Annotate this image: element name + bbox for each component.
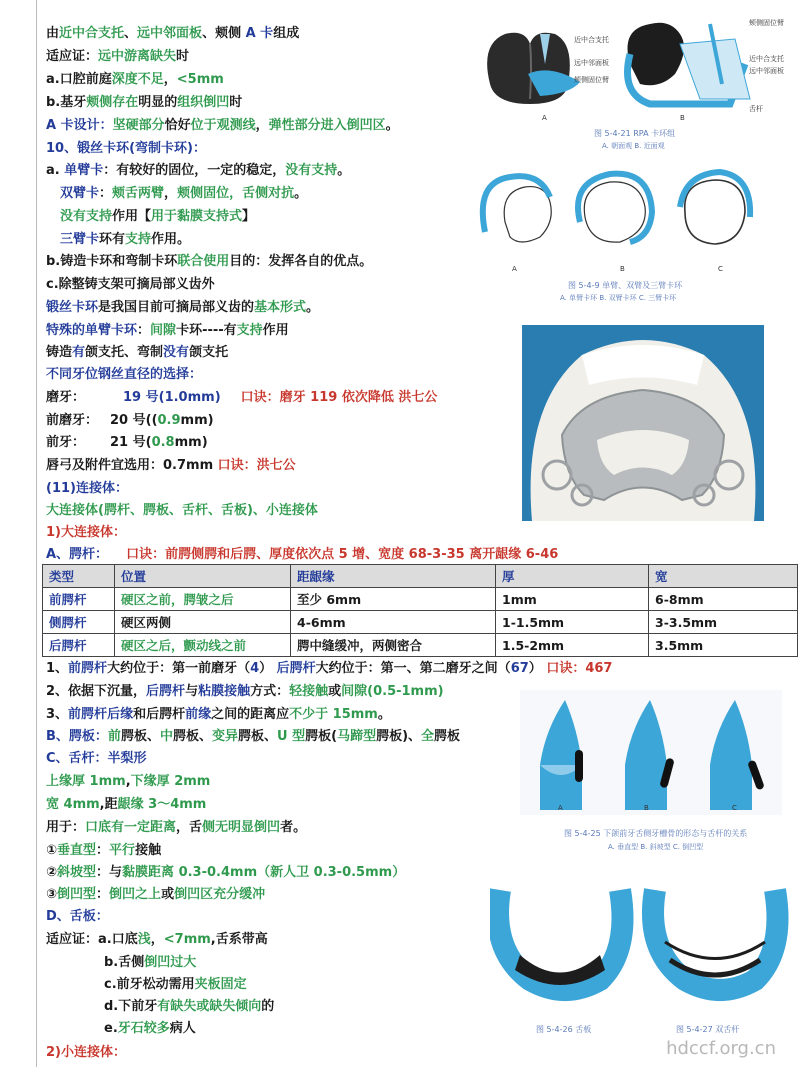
table-cell: 1.5-2mm [496,634,649,657]
text-line-38: b.舌侧倒凹过大 [104,955,197,970]
figure-caption: 图 5-4-26 舌板 [536,1025,592,1034]
text-line-30: 上缘厚 1mm,下缘厚 2mm [46,774,211,789]
figure-label: B [644,804,649,812]
table-cell: 硬区两侧 [115,611,291,634]
text-line-34: ②斜坡型：与黏膜距离 0.3-0.4mm（新人卫 0.3-0.5mm） [46,865,406,880]
text-line-32: 用于：口底有一定距离，舌侧无明显倒凹者。 [46,820,307,835]
table-cell: 硬区之后，颤动线之前 [115,634,291,657]
figure-wire-clasps [470,162,770,310]
table-header: 位置 [115,565,291,588]
figure-label: 近中合支托 [574,36,609,44]
figure-label: C [718,265,723,273]
figure-caption: 图 5-4-21 RPA 卡环组 [594,129,676,138]
table-header: 厚 [496,565,649,588]
text-line-41: e.牙石较多病人 [104,1021,196,1036]
table-cell: 后腭杆 [43,634,115,657]
text-line-39: c.前牙松动需用夹板固定 [104,977,247,992]
figure-rpa-clasp [470,4,800,162]
figure-label: 远中邻面板 [574,59,609,67]
figure-label: A [512,265,517,273]
text-line-20: 唇弓及附件宜选用：0.7mm 口诀：洪七公 [46,458,296,473]
figure-label: 舌杆 [749,105,763,113]
text-line-40: d.下前牙有缺失或缺失倾向的 [104,999,275,1014]
table-row [43,634,798,657]
figure-lingual-plate [490,880,790,1040]
text-line-27: 3、前腭杆后缘和后腭杆前缘之间的距离应不少于 15mm。 [46,707,391,722]
table-row [43,588,798,611]
text-line-24: A、腭杆： 口诀：前腭侧腭和后腭、厚度依次点 5 增、宽度 68-3-35 离开龈缘 6-46 [46,547,559,562]
text-line-15: 铸造有颌支托、弯制没有颌支托 [46,345,229,360]
figure-subcaption: A. 垂直型 B. 斜坡型 C. 倒凹型 [608,843,704,851]
figure-subcaption: A. 单臂卡环 B. 双臂卡环 C. 三臂卡环 [560,294,677,302]
figure-label: A [558,804,563,812]
palatal-bar-table [42,564,798,657]
page-left-border [36,0,37,1067]
figure-label: C [732,804,737,812]
table-header-row [43,565,798,588]
table-cell: 3-3.5mm [649,611,798,634]
table-cell: 3.5mm [649,634,798,657]
figure-caption: 图 5-4-27 双舌杆 [676,1025,740,1034]
table-cell: 前腭杆 [43,588,115,611]
table-cell: 4-6mm [291,611,496,634]
text-line-8: 双臂卡：颊舌两臂，颊侧固位，舌侧对抗。 [60,186,308,201]
text-line-4: b.基牙颊侧存在明显的组织倒凹时 [46,95,243,110]
table-cell: 6-8mm [649,588,798,611]
text-line-12: c.除整铸支架可摘局部义齿外 [46,277,215,292]
text-line-14: 特殊的单臂卡环：间隙卡环----有支持作用 [46,323,289,338]
text-line-25: 1、前腭杆大约位于：第一前磨牙（4） 后腭杆大约位于：第一、第二磨牙之间（67） 口诀：467 [46,661,613,676]
figure-label: 颊侧固位臂 [749,19,784,27]
text-line-11: b.铸造卡环和弯制卡环联合使用目的：发挥各自的优点。 [46,254,373,269]
watermark: hdccf.org.cn [666,1038,776,1059]
text-line-19: 前牙： 21 号(0.8mm) [46,435,208,450]
text-line-2: 适应证：远中游离缺失时 [46,49,190,64]
figure-label: 近中合支托 [749,55,784,63]
figure-label: B [620,265,625,273]
section-heading-lingual-plate: D、舌板： [46,909,109,924]
figure-label: 颊侧固位臂 [574,76,609,84]
text-line-10: 三臂卡环有支持作用。 [60,232,191,247]
table-cell: 硬区之前，腭皱之后 [115,588,291,611]
text-line-28: B、腭板：前腭板、中腭板、变异腭板、U 型腭板(马蹄型腭板)、全腭板 [46,729,461,744]
figure-lingual-bar-relation [520,690,782,856]
table-header: 宽 [649,565,798,588]
text-line-5: A 卡设计：坚硬部分恰好位于观测线，弹性部分进入倒凹区。 [46,118,399,133]
section-heading-connector: (11)连接体： [46,481,128,496]
figure-caption: 图 5-4-9 单臂、双臂及三臂卡环 [568,281,683,290]
section-heading-major-connector: 1)大连接体： [46,525,126,540]
table-row [43,611,798,634]
table-cell: 侧腭杆 [43,611,115,634]
framework-photo [522,325,764,521]
table-cell: 至少 6mm [291,588,496,611]
text-line-26: 2、依据下沉量，后腭杆与粘膜接触方式：轻接触或间隙(0.5-1mm) [46,684,444,699]
section-heading-wire-diameter: 不同牙位钢丝直径的选择： [46,367,203,382]
table-cell: 1-1.5mm [496,611,649,634]
figure-subcaption: A. 朝面观 B. 近面观 [602,142,665,150]
text-line-1: 由近中合支托、远中邻面板、颊侧 A 卡组成 [46,26,300,41]
text-line-3: a.口腔前庭深度不足，<5mm [46,72,224,87]
figure-caption: 图 5-4-25 下颌前牙舌侧牙槽骨的形态与舌杆的关系 [564,829,748,838]
figure-label: B [680,114,685,122]
text-line-17: 磨牙： 19 号(1.0mm) 口诀：磨牙 119 依次降低 洪七公 [46,390,438,405]
text-line-37: 适应证：a.口底浅，<7mm,舌系带高 [46,932,268,947]
framework-photo-illustration [522,325,764,521]
text-line-13: 锻丝卡环是我国目前可摘局部义齿的基本形式。 [46,300,320,315]
lingual-plate-illustration [490,880,790,1010]
text-line-22: 大连接体(腭杆、腭板、舌杆、舌板)、小连接体 [46,503,318,518]
lingual-bar-illustration [520,690,782,820]
table-header: 类型 [43,565,115,588]
text-line-31: 宽 4mm,距龈缘 3～4mm [46,797,207,812]
table-header: 距龈缘 [291,565,496,588]
text-line-33: ①垂直型：平行接触 [46,843,162,858]
figure-label: 远中邻面板 [749,67,784,75]
text-line-7: a. 单臂卡：有较好的固位，一定的稳定，没有支持。 [46,163,351,178]
table-cell: 腭中缝缓冲，两侧密合 [291,634,496,657]
wire-clasps-illustration [470,162,770,270]
text-line-9: 没有支持作用【用于黏膜支持式】 [60,209,256,224]
section-heading-lingual-bar: C、舌杆：半梨形 [46,751,147,766]
section-heading-minor-connector: 2)小连接体： [46,1045,126,1060]
text-line-35: ③倒凹型：倒凹之上或倒凹区充分缓冲 [46,887,266,902]
section-heading-wire-clasp: 10、锻丝卡环(弯制卡环)： [46,141,206,156]
text-line-18: 前磨牙： 20 号((0.9mm) [46,413,214,428]
figure-label: A [542,114,547,122]
table-cell: 1mm [496,588,649,611]
